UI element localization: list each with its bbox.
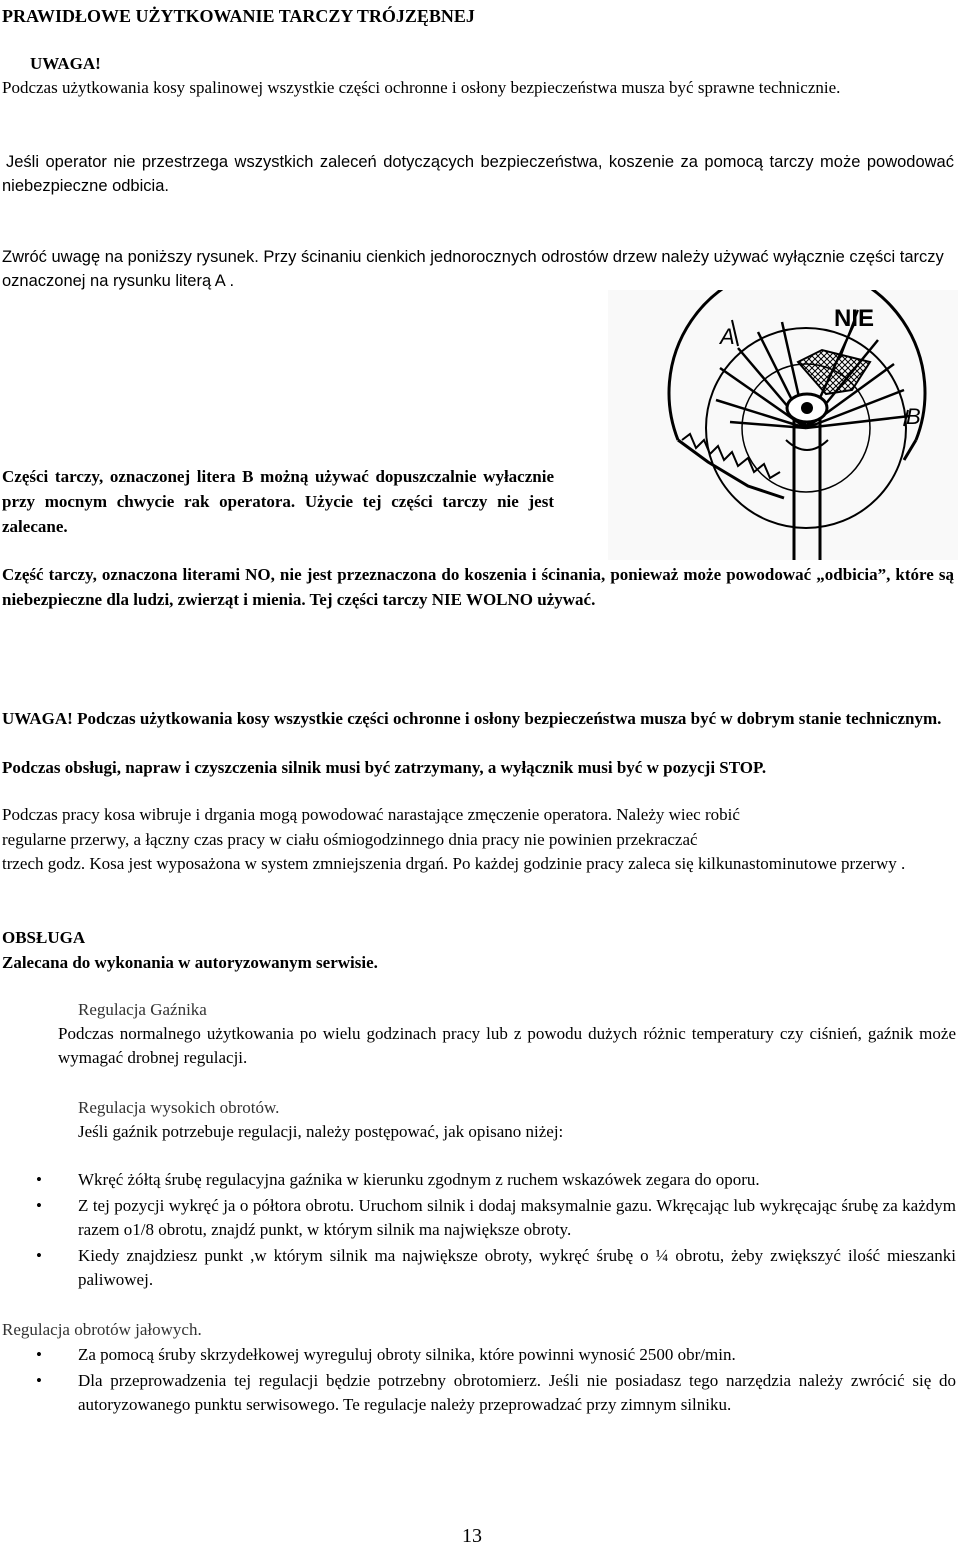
part-b-paragraph: Części tarczy, oznaczonej litera B możną używać dopuszczalnie wyłacznie przy mocnym chwycie rak operatora. Użycie tej części tarczy nie jest zalecane. xyxy=(2,467,554,536)
part-no-paragraph: Część tarczy, oznaczona literami NO, nie jest przeznaczona do koszenia i ścinania, ponieważ może powodować „odbicia”, które są niebezpieczne dla ludzi, zwierząt i mienia. Tej części tarczy NIE WOLNO używać. xyxy=(2,565,954,609)
carburetor-heading: Regulacja Gaźnika xyxy=(78,1000,207,1019)
bullet-icon: • xyxy=(36,1170,42,1189)
idle-rpm-list xyxy=(36,1343,956,1417)
list-item-text: Wkręć żółtą śrubę regulacyjna gaźnika w kierunku zgodnym z ruchem wskazówek zegara do oporu. xyxy=(78,1170,760,1189)
list-item-text: Z tej pozycji wykręć ja o półtora obrotu. Uruchom silnik i dodaj maksymalnie gazu. Wkręcając lub wykręcając śrubę za każdym razem o1/8 obrotu, znajdź punkt, w którym silnik ma największe obroty. xyxy=(78,1196,956,1239)
attention-paragraph: Zwróć uwagę na poniższy rysunek. Przy ścinaniu cienkich jednorocznych odrostów drzew należy używać wyłącznie części tarczy oznaczonej na rysunku literą A . xyxy=(2,248,944,290)
bullet-icon: • xyxy=(36,1371,42,1390)
warning-3: Podczas obsługi, napraw i czyszczenia silnik musi być zatrzymany, a wyłącznik musi być w pozycji STOP. xyxy=(2,758,767,777)
label-b: B xyxy=(906,404,921,429)
vibration-line-1: Podczas pracy kosa wibruje i drgania mogą powodować narastające zmęczenie operatora. Należy wiec robić xyxy=(2,805,740,824)
label-a: A xyxy=(720,324,735,349)
list-item-text: Za pomocą śruby skrzydełkowej wyreguluj obroty silnika, które powinni wynosić 2500 obr/min. xyxy=(78,1345,736,1364)
service-heading: OBSŁUGA xyxy=(2,928,86,947)
vibration-line-2: regularne przerwy, a łączny czas pracy w ciału ośmiogodzinnego dnia pracy nie powinien przekraczać xyxy=(2,830,698,849)
list-item xyxy=(36,1194,956,1242)
blade-figure xyxy=(608,290,958,560)
service-subheading: Zalecana do wykonania w autoryzowanym serwisie. xyxy=(2,953,378,972)
list-item xyxy=(36,1244,956,1292)
warning-2: UWAGA! Podczas użytkowania kosy wszystkie części ochronne i osłony bezpieczeństwa musza być w dobrym stanie technicznym. xyxy=(2,709,942,728)
high-rpm-heading: Regulacja wysokich obrotów. xyxy=(78,1098,280,1117)
list-item-text: Dla przeprowadzenia tej regulacji będzie potrzebny obrotomierz. Jeśli nie posiadasz tego narzędzia należy zwrócić się do autoryzowanego punktu serwisowego. Te regulacje należy przeprowadzać przy zimnym silniku. xyxy=(78,1371,956,1414)
bullet-icon: • xyxy=(36,1345,42,1364)
warning-text: Podczas użytkowania kosy spalinowej wszystkie części ochronne i osłony bezpieczeństwa musza być sprawne technicznie. xyxy=(2,78,841,97)
high-rpm-intro: Jeśli gaźnik potrzebuje regulacji, należy postępować, jak opisano niżej: xyxy=(78,1122,564,1141)
high-rpm-list xyxy=(36,1168,956,1292)
bullet-icon: • xyxy=(36,1196,42,1215)
vibration-line-3: trzech godz. Kosa jest wyposażona w system zmniejszenia drgań. Po każdej godzinie pracy zaleca się kilkunastominutowe przerwy . xyxy=(2,854,906,873)
carburetor-text: Podczas normalnego użytkowania po wielu godzinach pracy lub z powodu dużych różnic temperatury czy ciśnień, gaźnik może wymagać drobnej regulacji. xyxy=(58,1024,956,1067)
page-number: 13 xyxy=(462,1525,482,1547)
label-nie: NIE xyxy=(834,305,875,332)
list-item xyxy=(36,1168,956,1192)
idle-rpm-heading: Regulacja obrotów jałowych. xyxy=(2,1320,202,1339)
list-item-text: Kiedy znajdziesz punkt ,w którym silnik ma największe obroty, wykręć śrubę o ¼ obrotu, żeby zwiększyć ilość mieszanki paliwowej. xyxy=(78,1246,956,1289)
operator-paragraph: Jeśli operator nie przestrzega wszystkich zaleceń dotyczących bezpieczeństwa, koszenie za pomocą tarczy może powodować niebezpieczne odbicia. xyxy=(2,153,954,195)
bullet-icon: • xyxy=(36,1246,42,1265)
warning-label: UWAGA! xyxy=(30,54,101,73)
list-item xyxy=(36,1343,956,1367)
list-item xyxy=(36,1369,956,1417)
page-title: PRAWIDŁOWE UŻYTKOWANIE TARCZY TRÓJZĘBNEJ xyxy=(2,6,475,26)
